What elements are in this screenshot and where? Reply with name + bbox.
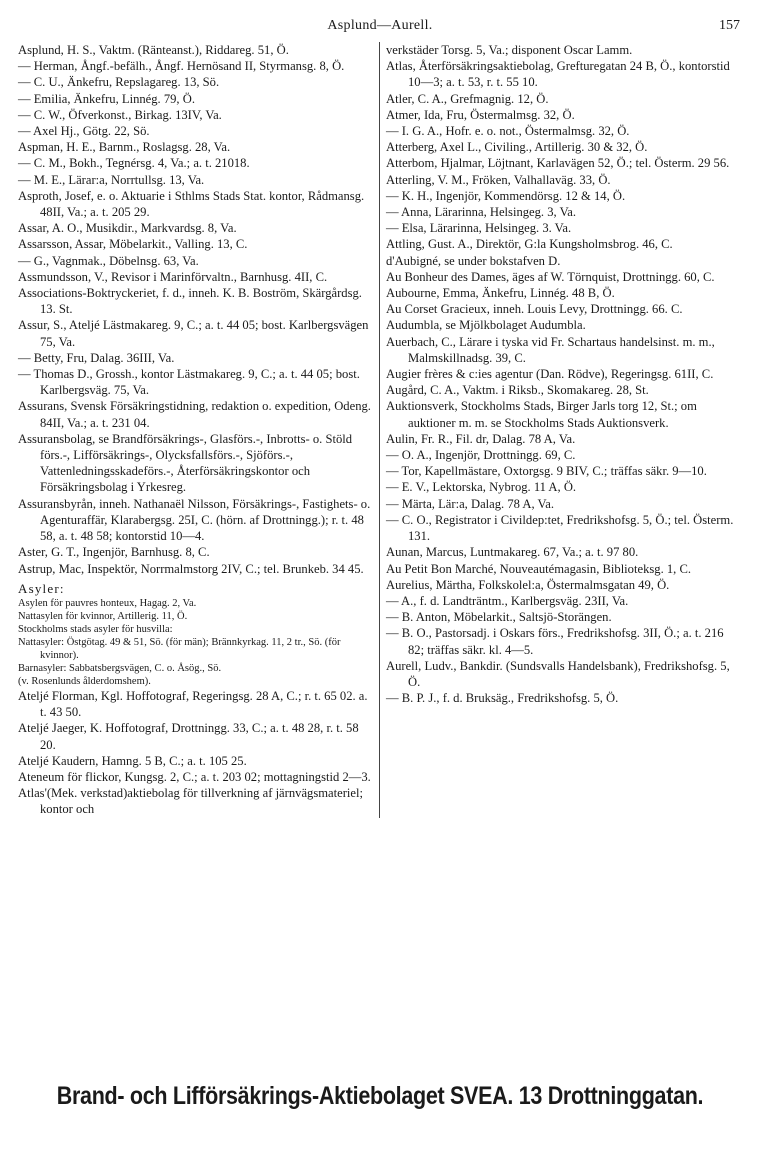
directory-entry: Associations-Boktryckeriet, f. d., inneh. K. B. Boström, Skärgårdsg. 13. St. [18, 286, 362, 317]
directory-entry: Ateneum för flickor, Kungsg. 2, C.; a. t. 203 02; mottagningstid 2—3. [18, 769, 371, 784]
directory-entry: — K. H., Ingenjör, Kommendörsg. 12 & 14, Ö. [386, 188, 626, 203]
left-column [18, 42, 380, 818]
directory-entry: Atterling, V. M., Fröken, Valhallaväg. 33, Ö. [386, 172, 611, 187]
directory-entry: Aunan, Marcus, Luntmakareg. 67, Va.; a. t. 97 80. [386, 545, 639, 560]
asyler-heading: Asyler: [18, 580, 65, 596]
asyler-item: Asylen för pauvres honteux, Hagag. 2, Va. [18, 597, 197, 609]
directory-entry: Au Bonheur des Dames, äges af W. Törnquist, Drottningg. 60, C. [386, 269, 715, 284]
directory-entry: Astrup, Mac, Inspektör, Norrmalmstorg 2IV, C.; tel. Brunkeb. 34 45. [18, 561, 364, 576]
asyler-item: Stockholms stads asyler för husvilla: [18, 623, 173, 635]
directory-entry: Assuransbyrån, inneh. Nathanaël Nilsson, Försäkrings-, Fastighets- o. Agenturaffär, Klarabergsg. 25I, C. (hörn. af Drottningg.); r. t. 48 58, a. t. 48 58; kontorstid 10—4. [18, 496, 371, 544]
directory-entry: Assmundsson, V., Revisor i Marinförvaltn., Barnhusg. 4II, C. [18, 269, 328, 284]
directory-entry: — Emilia, Änkefru, Linnég. 79, Ö. [18, 91, 195, 106]
directory-entry: Ateljé Jaeger, K. Hoffotograf, Drottningg. 33, C.; a. t. 48 28, r. t. 58 20. [18, 721, 359, 752]
asyler-item: (v. Rosenlunds ålderdomshem). [18, 675, 151, 687]
directory-entry: Atterbom, Hjalmar, Löjtnant, Karlavägen 52, Ö.; tel. Österm. 29 56. [386, 156, 730, 171]
page-number: 157 [719, 18, 740, 33]
directory-entry: Attling, Gust. A., Direktör, G:la Kungsholmsbrog. 46, C. [386, 237, 673, 252]
directory-entry: — B. O., Pastorsadj. i Oskars förs., Fredrikshofsg. 3II, Ö.; a. t. 216 82; träffas säkr. kl. 4—5. [386, 626, 724, 657]
directory-entry: Au Petit Bon Marché, Nouveautémagasin, Biblioteksg. 1, C. [386, 561, 692, 576]
directory-entry: Assar, A. O., Musikdir., Markvardsg. 8, Va. [18, 221, 237, 236]
directory-entry: Aubourne, Emma, Änkefru, Linnég. 48 B, Ö. [386, 286, 615, 301]
directory-entry: d'Aubigné, se under bokstafven D. [386, 253, 561, 268]
directory-entry: Aspman, H. E., Barnm., Roslagsg. 28, Va. [18, 140, 231, 155]
directory-entry: — Anna, Lärarinna, Helsingeg. 3, Va. [386, 205, 577, 220]
directory-entry: — B. Anton, Möbelarkit., Saltsjö-Storängen. [386, 610, 612, 625]
directory-entry: Assarsson, Assar, Möbelarkit., Valling. 13, C. [18, 237, 248, 252]
two-column-listing [18, 42, 742, 818]
directory-entry: — G., Vagnmak., Döbelnsg. 63, Va. [18, 253, 199, 268]
asyler-item: Nattasylen för kvinnor, Artillerig. 11, Ö. [18, 610, 188, 622]
directory-entry: — B. P. J., f. d. Bruksäg., Fredrikshofsg. 5, Ö. [386, 691, 619, 706]
directory-entry: Aster, G. T., Ingenjör, Barnhusg. 8, C. [18, 545, 210, 560]
directory-entry: — C. O., Registrator i Civildep:tet, Fredrikshofsg. 5, Ö.; tel. Österm. 131. [386, 512, 734, 544]
directory-entry: Assuransbolag, se Brandförsäkrings-, Glasförs.-, Inbrotts- o. Stöld förs.-, Lifförsäkrings-, Olycksfallsförs.-, Sjöförs.-, Vattenledningsskadeförs.-, Återförsäkringskontor och Försäkringsbolag i Yrkesreg. [18, 431, 353, 495]
directory-entry: — Axel Hj., Götg. 22, Sö. [18, 124, 150, 139]
directory-entry: Assur, S., Ateljé Lästmakareg. 9, C.; a. t. 44 05; bost. Karlbergsvägen 75, Va. [18, 318, 369, 349]
directory-entry: — E. V., Lektorska, Nybrog. 11 A, Ö. [386, 480, 577, 495]
directory-entry: — Märta, Lär:a, Dalag. 78 A, Va. [386, 496, 554, 511]
directory-entry: Auerbach, C., Lärare i tyska vid Fr. Schartaus handelsinst. m. m., Malmskillnadsg. 39, C. [386, 334, 715, 365]
directory-entry: Asplund, H. S., Vaktm. (Ränteanst.), Riddareg. 51, Ö. [18, 43, 289, 57]
directory-entry: Asproth, Josef, e. o. Aktuarie i Sthlms Stads Stat. kontor, Rådmansg. 48II, Va.; a. t. 205 29. [18, 188, 365, 220]
directory-entry: Assurans, Svensk Försäkringstidning, redaktion o. expedition, Odeng. 84II, Va.; a. t. 231 04. [18, 399, 371, 430]
asyler-item: Nattasyler: Östgötag. 49 & 51, Sö. (för män); Brännkyrkag. 11, 2 tr., Sö. (för kvinnor). [18, 636, 341, 661]
directory-entry: — C. M., Bokh., Tegnérsg. 4, Va.; a. t. 21018. [18, 156, 250, 171]
directory-entry: — Tor, Kapellmästare, Oxtorgsg. 9 BIV, C.; träffas säkr. 9—10. [386, 464, 707, 479]
directory-entry: Aurelius, Märtha, Folkskolel:a, Östermalmsgatan 49, Ö. [386, 577, 670, 592]
directory-entry: — Herman, Ångf.-befälh., Ångf. Hernösand II, Styrmansg. 8, Ö. [18, 59, 345, 74]
directory-entry: — Thomas D., Grossh., kontor Lästmakareg. 9, C.; a. t. 44 05; bost. Karlbergsväg. 75, Va. [18, 367, 360, 398]
directory-entry: — C. W., Öfverkonst., Birkag. 13IV, Va. [18, 107, 222, 122]
directory-entry: — A., f. d. Landträntm., Karlbergsväg. 23II, Va. [386, 593, 629, 608]
running-title: Asplund—Aurell. [327, 18, 433, 33]
directory-entry: — I. G. A., Hofr. e. o. not., Östermalmsg. 32, Ö. [386, 124, 630, 139]
directory-entry: Atlas'(Mek. verkstad)aktiebolag för tillverkning af järnvägsmateriel; kontor och [18, 786, 363, 817]
directory-entry: Augård, C. A., Vaktm. i Riksb., Skomakareg. 28, St. [386, 383, 649, 398]
right-column [380, 42, 742, 818]
directory-entry: — Elsa, Lärarinna, Helsingeg. 3. Va. [386, 221, 572, 236]
directory-entry: Atler, C. A., Grefmagnig. 12, Ö. [386, 91, 549, 106]
directory-entry: — M. E., Lärar:a, Norrtullsg. 13, Va. [18, 172, 205, 187]
directory-entry: Aurell, Ludv., Bankdir. (Sundsvalls Handelsbank), Fredrikshofsg. 5, Ö. [386, 658, 730, 689]
asyler-item: Barnasyler: Sabbatsbergsvägen, C. o. Åsög., Sö. [18, 662, 222, 674]
directory-entry: — O. A., Ingenjör, Drottningg. 69, C. [386, 448, 576, 463]
directory-entry: Atlas, Återförsäkringsaktiebolag, Grefturegatan 24 B, Ö., kontorstid 10—3; a. t. 53, r. t. 55 10. [386, 59, 730, 90]
page-header [18, 14, 742, 38]
directory-entry: — Betty, Fru, Dalag. 36III, Va. [18, 350, 175, 365]
directory-entry: verkstäder Torsg. 5, Va.; disponent Oscar Lamm. [386, 43, 633, 57]
directory-entry: Audumbla, se Mjölkbolaget Audumbla. [386, 318, 586, 333]
directory-entry: — C. U., Änkefru, Repslagareg. 13, Sö. [18, 75, 220, 90]
directory-entry: Ateljé Kaudern, Hamng. 5 B, C.; a. t. 105 25. [18, 753, 247, 768]
directory-entry: Augier frères & c:ies agentur (Dan. Rödve), Regeringsg. 61II, C. [386, 367, 714, 382]
directory-entry: Ateljé Florman, Kgl. Hoffotograf, Regeringsg. 28 A, C.; r. t. 65 02. a. t. 43 50. [18, 688, 368, 720]
directory-entry: Au Corset Gracieux, inneh. Louis Levy, Drottningg. 66. C. [386, 302, 683, 317]
directory-entry: Aulin, Fr. R., Fil. dr, Dalag. 78 A, Va. [386, 431, 576, 446]
directory-entry: Atmer, Ida, Fru, Östermalmsg. 32, Ö. [386, 107, 575, 122]
directory-entry: Atterberg, Axel L., Civiling., Artillerig. 30 & 32, Ö. [386, 140, 648, 155]
footer-advertisement: Brand- och Lifförsäkrings-Aktiebolaget SVEA. 13 Drottninggatan. [56, 1082, 704, 1110]
directory-entry: Auktionsverk, Stockholms Stads, Birger Jarls torg 12, St.; om auktioner m. m. se Stockholms Stads Auktionsverk. [386, 399, 697, 430]
